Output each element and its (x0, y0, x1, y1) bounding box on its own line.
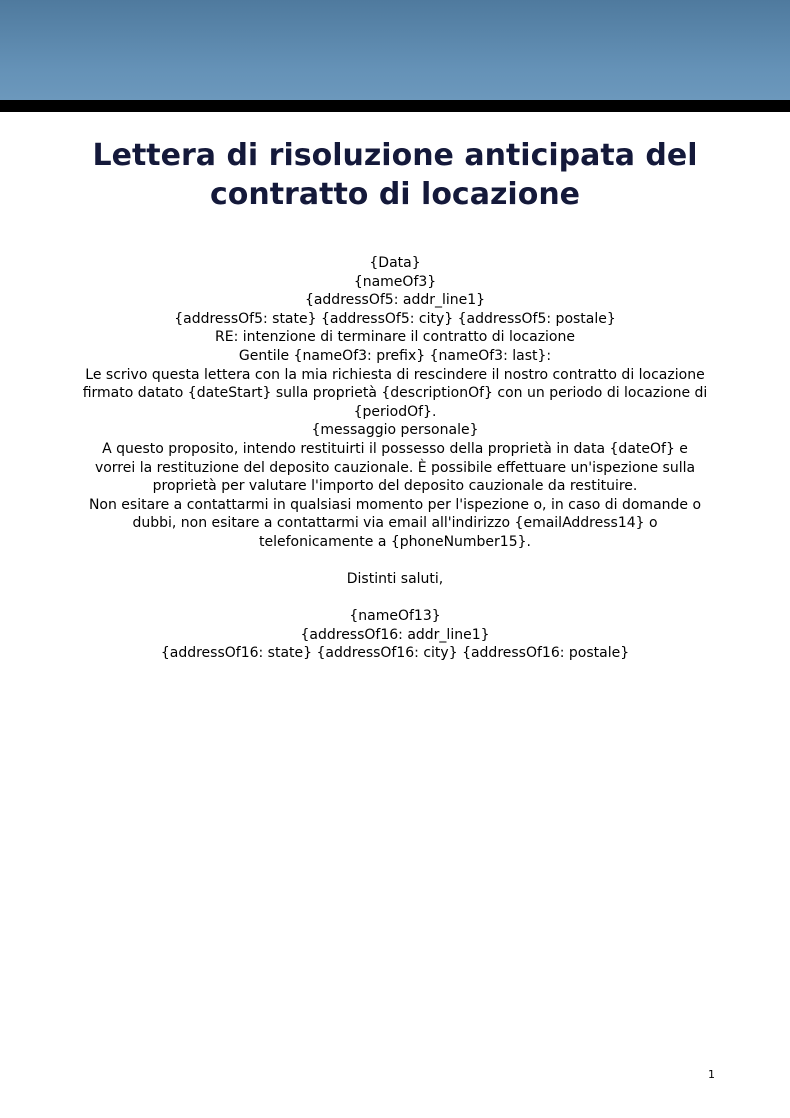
personal-message: {messaggio personale} (311, 422, 479, 439)
sender-address-line1: {addressOf16: addr_line1} (300, 626, 490, 643)
recipient-name: {nameOf3} (353, 273, 437, 290)
recipient-address-line2: {addressOf5: state} {addressOf5: city} {addressOf5: postale} (174, 310, 616, 327)
paragraph-deposit-return: A questo proposito, intendo restituirti il possesso della proprietà in data {dateOf} e vorrei la restituzione del deposito cauzionale. È possibile effettuare un'ispezione sulla proprietà per valutare l'importo del deposito cauzionale da restituire. (94, 440, 696, 495)
salutation: Gentile {nameOf3: prefix} {nameOf3: last}: (238, 347, 552, 364)
header-divider (0, 100, 790, 112)
date-placeholder: {Data} (369, 255, 421, 271)
sender-name: {nameOf13} (349, 608, 441, 625)
document-title: Lettera di risoluzione anticipata del contratto di locazione (92, 138, 698, 212)
paragraph-contact: Non esitare a contattarmi in qualsiasi momento per l'ispezione o, in caso di domande o dubbi, non esitare a contattarmi via email all'indirizzo {emailAddress14} o telefonicamente a {phoneNumber15}. (88, 496, 702, 550)
sender-address-line2: {addressOf16: state} {addressOf16: city} {addressOf16: postale} (160, 645, 630, 662)
closing: Distinti saluti, (346, 571, 444, 588)
spacer (80, 552, 710, 571)
subject-line: RE: intenzione di terminare il contratto di locazione (215, 329, 575, 346)
paragraph-termination-request: Le scrivo questa lettera con la mia richiesta di rescindere il nostro contratto di locazione firmato datato {dateStart} sulla proprietà {descriptionOf} con un periodo di locazione di {periodOf}. (82, 366, 708, 420)
recipient-address-line1: {addressOf5: addr_line1} (304, 292, 486, 309)
page-number: 1 (708, 1068, 715, 1081)
letter-body (80, 254, 710, 663)
header-banner (0, 0, 790, 100)
spacer (80, 589, 710, 608)
